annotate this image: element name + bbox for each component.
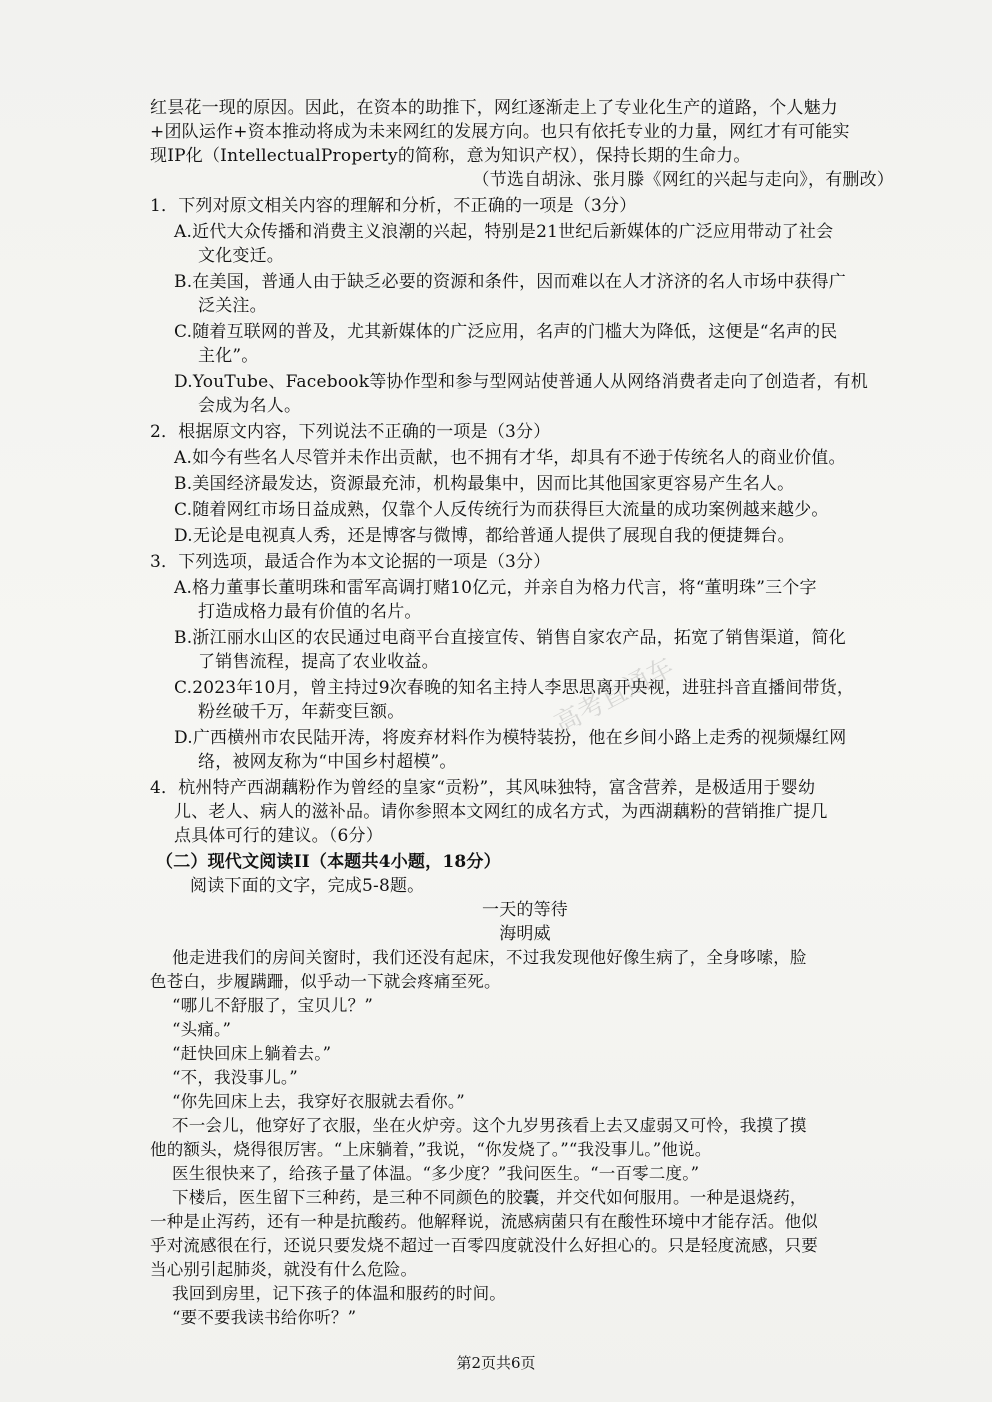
q3-option-d: D.广西横州市农民陆开涛，将废弃材料作为模特装扮，他在乡间小路上走秀的视频爆红网 <box>174 728 847 748</box>
question-4-cont: 儿、老人、病人的滋补品。请你参照本文网红的成名方式，为西湖藕粉的营销推广提几 <box>174 802 828 822</box>
story-paragraph-cont: 他的额头，烧得很厉害。“上床躺着，”我说，“你发烧了。”“我没事儿。”他说。 <box>150 1140 712 1159</box>
q1-option-a-cont: 文化变迁。 <box>198 246 284 266</box>
passage-line: +团队运作+资本推动将成为未来网红的发展方向。也只有依托专业的力量，网红才有可能实 <box>150 122 850 142</box>
story-dialogue: “哪儿不舒服了，宝贝儿？” <box>172 996 373 1015</box>
question-4-cont: 点具体可行的建议。（6分） <box>174 826 383 846</box>
question-2-stem: 2．根据原文内容，下列说法不正确的一项是（3分） <box>150 422 551 442</box>
q1-option-a: A.近代大众传播和消费主义浪潮的兴起，特别是21世纪后新媒体的广泛应用带动了社会 <box>174 222 834 242</box>
page-content <box>150 96 900 1330</box>
q3-option-a: A.格力董事长董明珠和雷军高调打赌10亿元，并亲自为格力代言，将“董明珠”三个字 <box>174 578 817 598</box>
q1-option-c: C.随着互联网的普及，尤其新媒体的广泛应用，名声的门槛大为降低，这便是“名声的民 <box>174 322 838 342</box>
story-dialogue: “赶快回床上躺着去。” <box>172 1044 332 1063</box>
q3-option-a-cont: 打造成格力最有价值的名片。 <box>198 602 422 622</box>
q3-option-c: C.2023年10月，曾主持过9次春晚的知名主持人李思思离开央视，进驻抖音直播间带货， <box>174 678 855 698</box>
q1-option-c-cont: 主化”。 <box>198 346 259 366</box>
story-title: 一天的等待 <box>482 900 568 920</box>
story-body <box>150 946 900 1330</box>
story-paragraph-cont: 当心别引起肺炎，就没有什么危险。 <box>150 1260 418 1279</box>
story-dialogue: “不，我没事儿。” <box>172 1068 298 1087</box>
question-4-stem: 4．杭州特产西湖藕粉作为曾经的皇家“贡粉”，其风味独特，富含营养，是极适用于婴幼 <box>150 778 816 798</box>
story-dialogue: “要不要我读书给你听？” <box>172 1308 357 1327</box>
story-paragraph-cont: 乎对流感很在行，还说只要发烧不超过一百零四度就没什么好担心的。只是轻度流感，只要 <box>150 1236 818 1255</box>
q3-option-b: B.浙江丽水山区的农民通过电商平台直接宣传、销售自家农产品，拓宽了销售渠道，简化 <box>174 628 846 648</box>
q3-option-d-cont: 络，被网友称为“中国乡村超模”。 <box>198 752 457 772</box>
q3-option-b-cont: 了销售流程，提高了农业收益。 <box>198 652 439 672</box>
story-paragraph: 我回到房里，记下孩子的体温和服药的时间。 <box>172 1284 506 1303</box>
q2-option-d: D.无论是电视真人秀，还是博客与微博，都给普通人提供了展现自我的便捷舞台。 <box>174 526 795 546</box>
story-paragraph: 他走进我们的房间关窗时，我们还没有起床，不过我发现他好像生病了，全身哆嗦，脸 <box>172 948 807 967</box>
watermark: 高考直通车 <box>549 652 679 740</box>
story-paragraph: 医生很快来了，给孩子量了体温。“多少度？”我问医生。“一百零二度。” <box>172 1164 700 1183</box>
story-paragraph-cont: 一种是止泻药，还有一种是抗酸药。他解释说，流感病菌只有在酸性环境中才能存活。他似 <box>150 1212 818 1231</box>
q1-option-b: B.在美国，普通人由于缺乏必要的资源和条件，因而难以在人才济济的名人市场中获得广 <box>174 272 846 292</box>
story-author: 海明威 <box>499 924 551 944</box>
q3-option-c-cont: 粉丝破千万，年薪变巨额。 <box>198 702 405 722</box>
question-3-stem: 3．下列选项，最适合作为本文论据的一项是（3分） <box>150 552 551 572</box>
story-paragraph-cont: 色苍白，步履蹒跚，似乎动一下就会疼痛至死。 <box>150 972 501 991</box>
section-heading: （二）现代文阅读II（本题共4小题，18分） <box>156 852 501 872</box>
story-paragraph: 下楼后，医生留下三种药，是三种不同颜色的胶囊，并交代如何服用。一种是退烧药， <box>172 1188 807 1207</box>
q1-option-d: D.YouTube、Facebook等协作型和参与型网站使普通人从网络消费者走向了创造者，有机 <box>174 372 868 392</box>
q2-option-c: C.随着网红市场日益成熟，仅靠个人反传统行为而获得巨大流量的成功案例越来越少。 <box>174 500 829 520</box>
passage-source: （节选自胡泳、张月滕《网红的兴起与走向》，有删改） <box>472 170 894 190</box>
question-1-stem: 1．下列对原文相关内容的理解和分析，不正确的一项是（3分） <box>150 196 637 216</box>
story-paragraph: 不一会儿，他穿好了衣服，坐在火炉旁。这个九岁男孩看上去又虚弱又可怜，我摸了摸 <box>172 1116 807 1135</box>
q1-option-d-cont: 会成为名人。 <box>198 396 302 416</box>
story-dialogue: “你先回床上去，我穿好衣服就去看你。” <box>172 1092 465 1111</box>
story-dialogue: “头痛。” <box>172 1020 232 1039</box>
page-number: 第2页共6页 <box>456 1354 536 1372</box>
passage-line: 红昙花一现的原因。因此，在资本的助推下，网红逐渐走上了专业化生产的道路，个人魅力 <box>150 98 838 118</box>
q1-option-b-cont: 泛关注。 <box>198 296 267 316</box>
q2-option-a: A.如今有些名人尽管并未作出贡献，也不拥有才华，却具有不逊于传统名人的商业价值。 <box>174 448 846 468</box>
section-instruction: 阅读下面的文字，完成5-8题。 <box>190 876 425 896</box>
q2-option-b: B.美国经济最发达，资源最充沛，机构最集中，因而比其他国家更容易产生名人。 <box>174 474 795 494</box>
passage-line: 现IP化（IntellectualProperty的简称，意为知识产权），保持长期的生命力。 <box>150 146 751 166</box>
